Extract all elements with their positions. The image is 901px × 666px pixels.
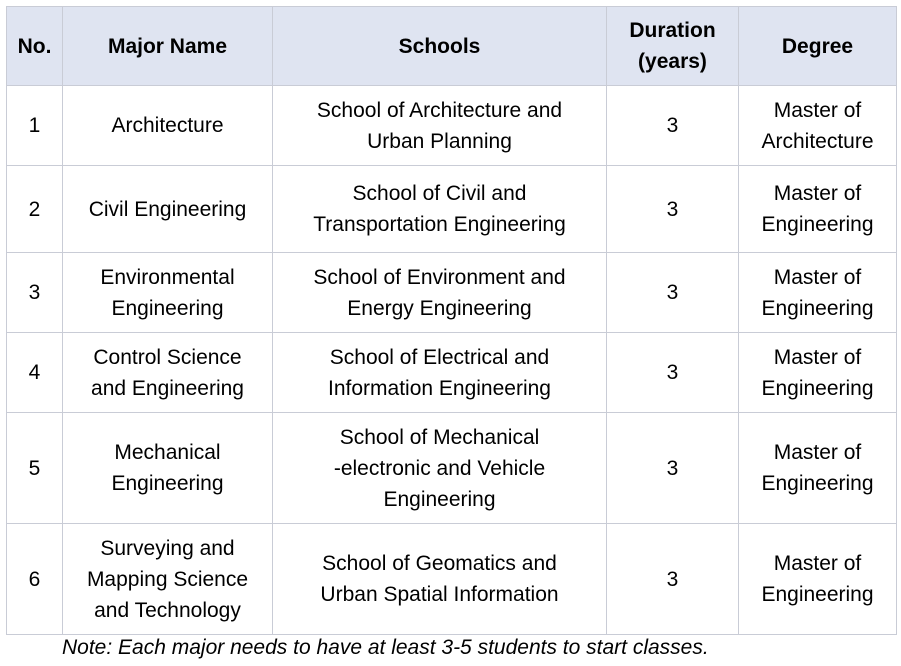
table-row (7, 524, 897, 635)
cell-school: School of Electrical and Information Engineering (273, 333, 607, 413)
cell-major-name: Control Science and Engineering (63, 333, 273, 413)
table-note: Note: Each major needs to have at least 3-5 students to start classes. (62, 636, 709, 659)
header-row (7, 7, 897, 86)
cell-school: School of Environment and Energy Engineering (273, 253, 607, 333)
majors-table (6, 6, 897, 635)
cell-duration: 3 (607, 86, 739, 166)
cell-degree: Master of Engineering (739, 524, 897, 635)
cell-major-name: Mechanical Engineering (63, 413, 273, 524)
cell-duration: 3 (607, 166, 739, 253)
cell-school: School of Architecture and Urban Planning (273, 86, 607, 166)
header-degree: Degree (739, 7, 897, 86)
cell-degree: Master of Engineering (739, 333, 897, 413)
header-duration: Duration (years) (607, 7, 739, 86)
header-schools: Schools (273, 7, 607, 86)
cell-school: School of Mechanical -electronic and Vehicle Engineering (273, 413, 607, 524)
cell-major-name: Architecture (63, 86, 273, 166)
cell-degree: Master of Engineering (739, 413, 897, 524)
cell-degree: Master of Engineering (739, 166, 897, 253)
cell-school: School of Civil and Transportation Engineering (273, 166, 607, 253)
header-no: No. (7, 7, 63, 86)
cell-degree: Master of Architecture (739, 86, 897, 166)
cell-major-name: Surveying and Mapping Science and Technology (63, 524, 273, 635)
table-row (7, 413, 897, 524)
cell-no: 3 (7, 253, 63, 333)
cell-no: 1 (7, 86, 63, 166)
cell-major-name: Environmental Engineering (63, 253, 273, 333)
cell-duration: 3 (607, 333, 739, 413)
cell-major-name: Civil Engineering (63, 166, 273, 253)
cell-no: 2 (7, 166, 63, 253)
header-major-name: Major Name (63, 7, 273, 86)
table-body (7, 86, 897, 635)
cell-no: 6 (7, 524, 63, 635)
cell-duration: 3 (607, 413, 739, 524)
table-row (7, 253, 897, 333)
cell-duration: 3 (607, 253, 739, 333)
table-row (7, 166, 897, 253)
cell-degree: Master of Engineering (739, 253, 897, 333)
table-header (7, 7, 897, 86)
table-row (7, 333, 897, 413)
cell-school: School of Geomatics and Urban Spatial Information (273, 524, 607, 635)
cell-no: 4 (7, 333, 63, 413)
table-row (7, 86, 897, 166)
cell-no: 5 (7, 413, 63, 524)
cell-duration: 3 (607, 524, 739, 635)
